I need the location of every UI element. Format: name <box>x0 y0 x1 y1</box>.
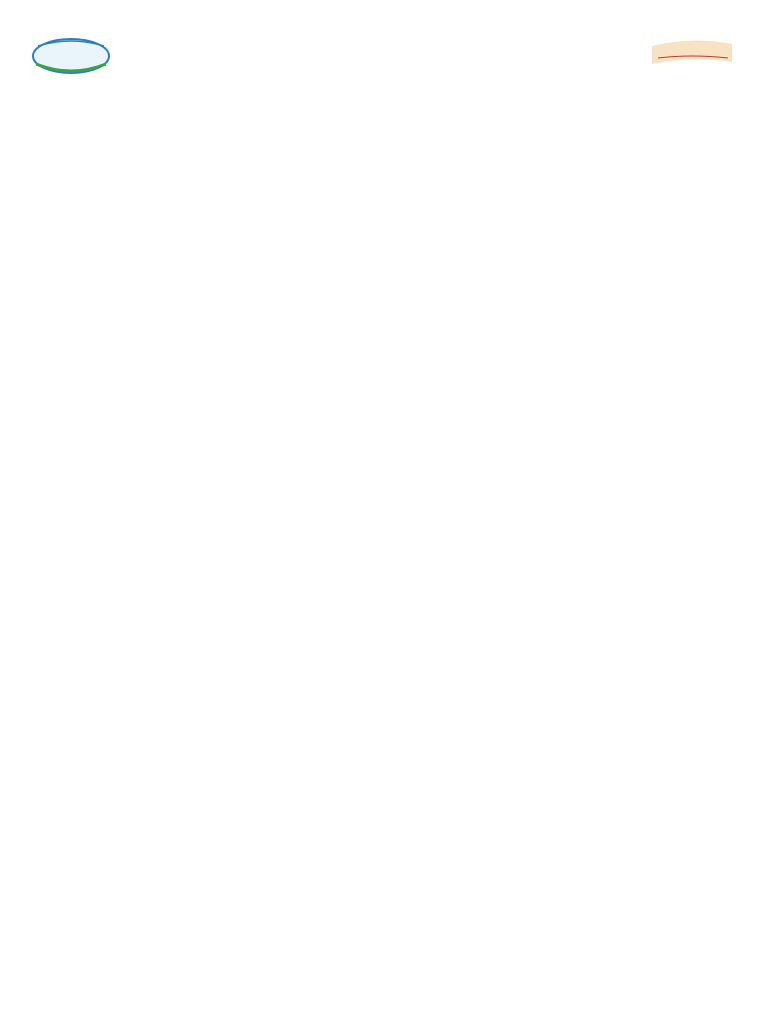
kpm-logo <box>30 34 112 76</box>
participant-table <box>20 216 743 984</box>
ksnr-logo <box>648 32 736 76</box>
